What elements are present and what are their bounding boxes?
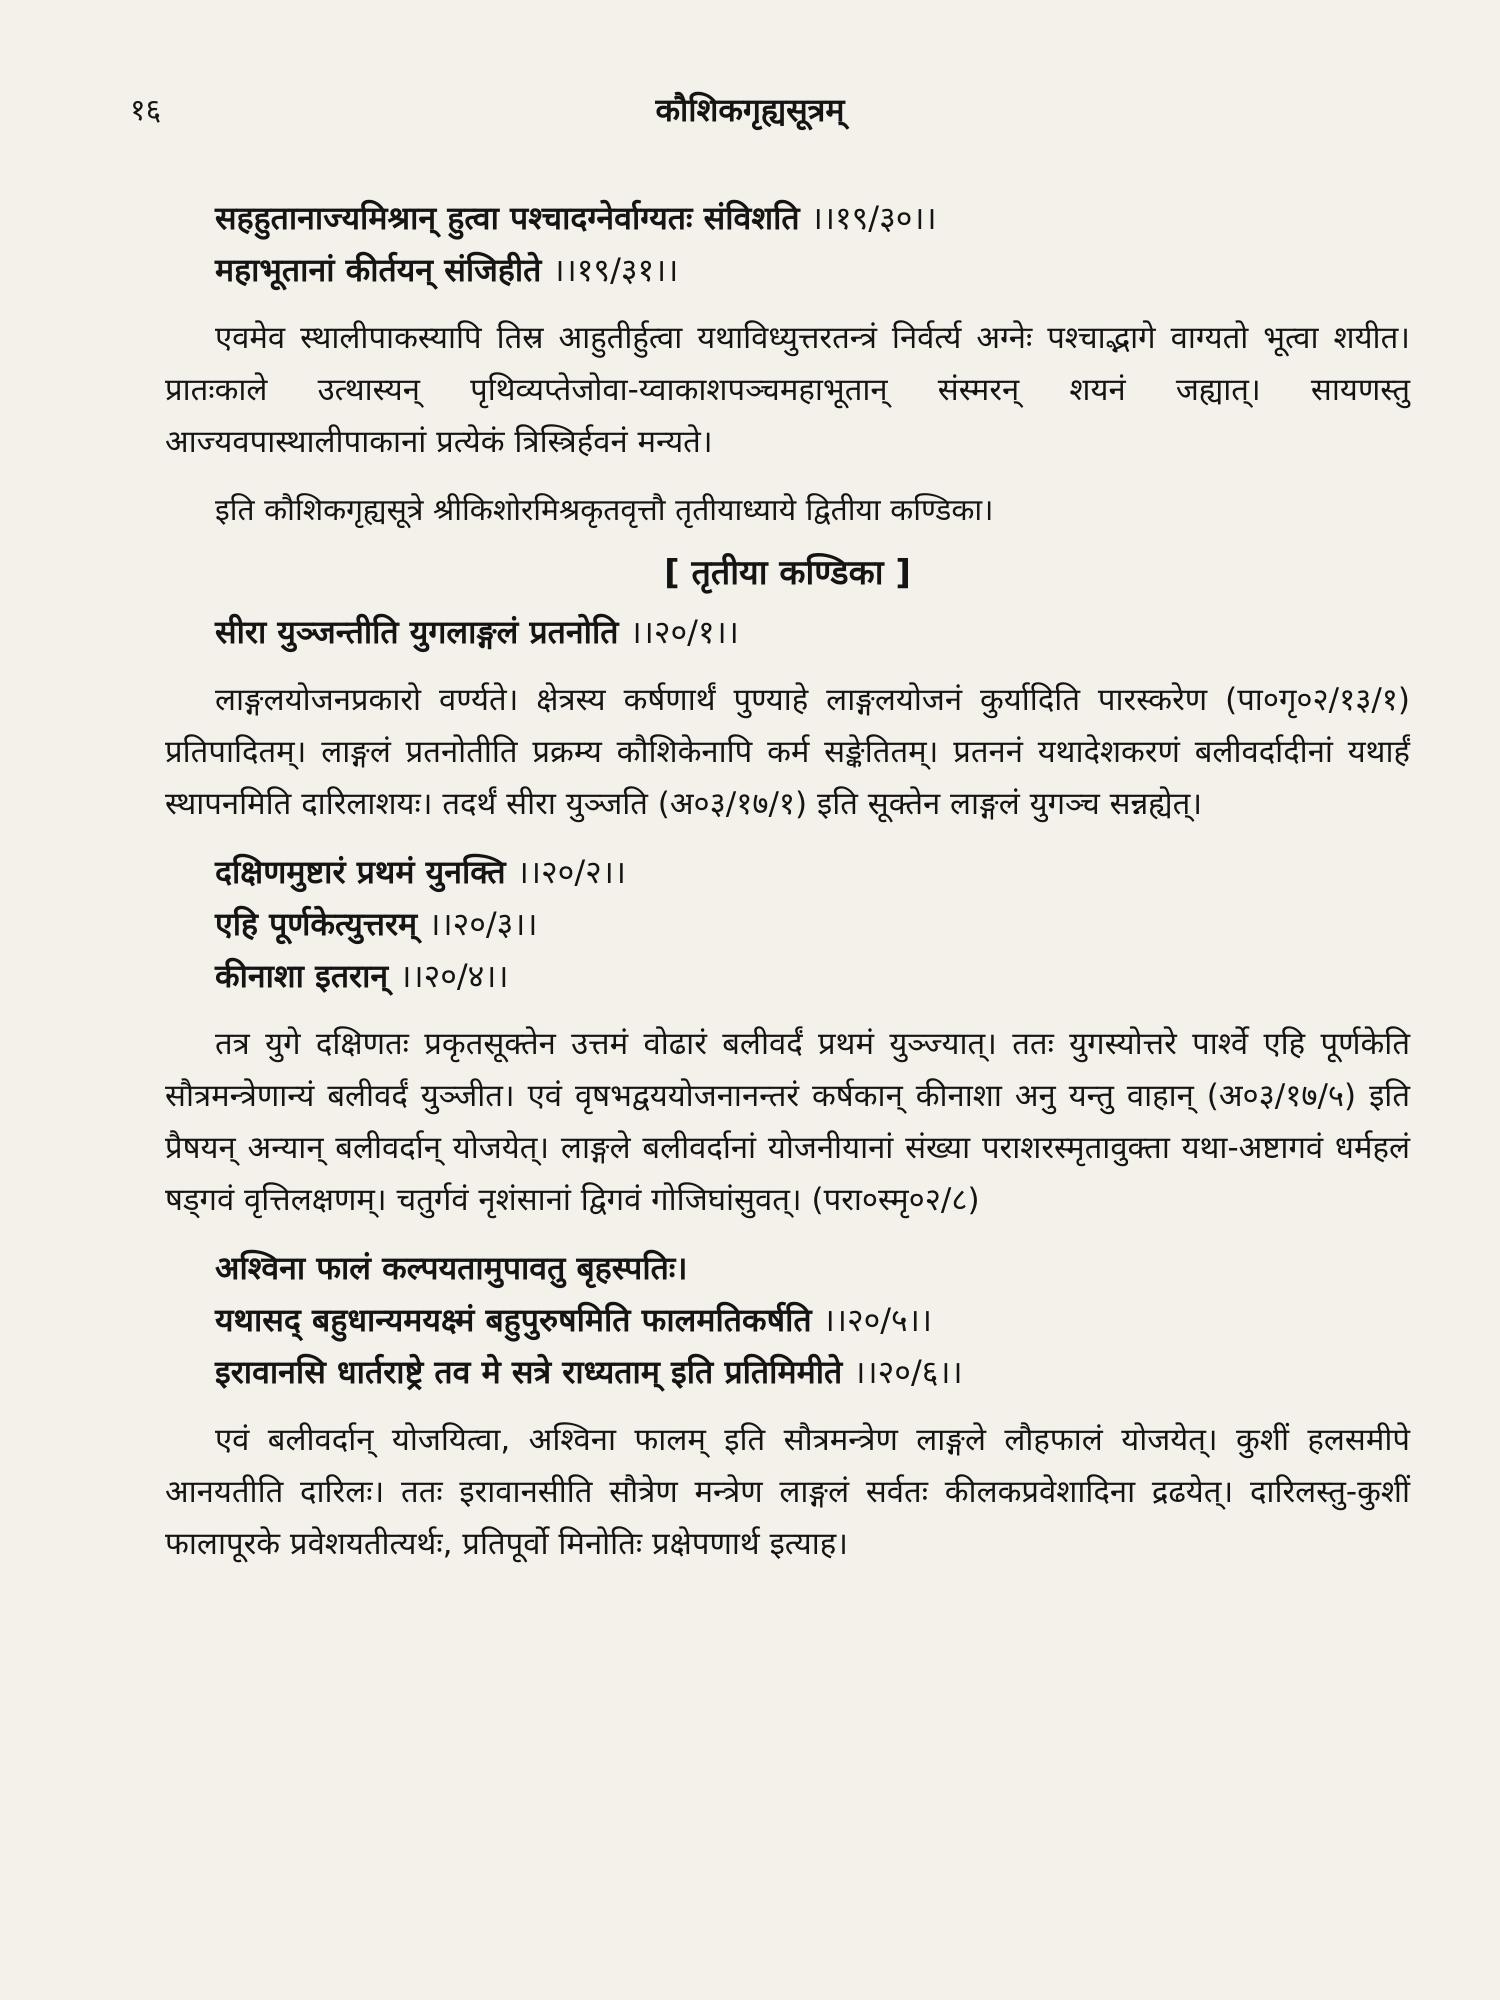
section-heading: [ तृतीया कण्डिका ] bbox=[664, 553, 911, 593]
page-number: १६ bbox=[130, 93, 162, 128]
sutra-group bbox=[165, 192, 1410, 296]
sutra-group bbox=[165, 1242, 1410, 1398]
sutra-line bbox=[165, 950, 1410, 1002]
sutra-number: ।।२०/६।। bbox=[853, 1353, 963, 1391]
sutra-number: ।।२०/१।। bbox=[629, 613, 739, 651]
sutra-line bbox=[165, 846, 1410, 898]
sutra-text: इरावानसि धार्तराष्ट्रे तव मे सत्रे राध्यताम् इति प्रतिमिमीते bbox=[215, 1353, 843, 1391]
sutra-line bbox=[165, 192, 1410, 244]
sutra-line bbox=[165, 606, 1410, 658]
sutra-text: यथासद् बहुधान्यमयक्ष्मं बहुपुरुषमिति फालमतिकर्षति bbox=[215, 1301, 812, 1339]
sutra-number: ।।२०/२।। bbox=[516, 853, 626, 891]
sutra-line bbox=[165, 1294, 1410, 1346]
sutra-number: ।।१९/३०।। bbox=[810, 199, 937, 237]
sutra-text: एहि पूर्णकेत्युत्तरम् bbox=[215, 905, 418, 943]
sutra-text: दक्षिणमुष्टारं प्रथमं युनक्ति bbox=[215, 853, 506, 891]
sutra-text: अश्विना फालं कल्पयतामुपावतु बृहस्पतिः। bbox=[215, 1249, 688, 1287]
sutra-number: ।।२०/५।। bbox=[822, 1301, 932, 1339]
sutra-text: सीरा युञ्जन्तीति युगलाङ्गलं प्रतनोति bbox=[215, 613, 619, 651]
sutra-group bbox=[165, 606, 1410, 658]
sutra-line bbox=[165, 898, 1410, 950]
page-body bbox=[165, 180, 1410, 1586]
sutra-line bbox=[165, 244, 1410, 296]
sutra-text: सहहुतानाज्यमिश्रान् हुत्वा पश्चादग्नेर्वाग्यतः संविशति bbox=[215, 199, 800, 237]
sutra-line bbox=[165, 1242, 1410, 1294]
commentary-paragraph: तत्र युगे दक्षिणतः प्रकृतसूक्तेन उत्तमं वोढारं बलीवर्दं प्रथमं युञ्ज्यात्। ततः युगस्योत्तरे पार्श्वे एहि पूर्णकेति सौत्रमन्त्रेणान्यं बलीवर्दं युञ्जीत। एवं वृषभद्वययोजनानन्तरं कर्षकान् कीनाशा अनु यन्तु वाहान् (अ०३/१७/५) इति प्रैषयन् अन्यान् बलीवर्दान् योजयेत्। लाङ्गले बलीवर्दानां योजनीयानां संख्या पराशरस्मृतावुक्ता यथा-अष्टागवं धर्महलं षड्गवं वृत्तिलक्षणम्। चतुर्गवं नृशंसानां द्विगवं गोजिघांसुवत्। (परा०स्मृ०२/८) bbox=[165, 1026, 1410, 1218]
commentary-paragraph: एवमेव स्थालीपाकस्यापि तिस्र आहुतीर्हुत्वा यथाविध्युत्तरतन्त्रं निर्वर्त्य अग्नेः पश्चाद्भागे वाग्यतो भूत्वा शयीत। प्रातःकाले उत्थास्यन् पृथिव्यप्तेजोवा-य्वाकाशपञ्चमहाभूतान् संस्मरन् शयनं जह्यात्। सायणस्तु आज्यवपास्थालीपाकानां प्रत्येकं त्रिस्त्रिर्हवनं मन्यते। bbox=[165, 320, 1410, 460]
commentary-paragraph: लाङ्गलयोजनप्रकारो वर्ण्यते। क्षेत्रस्य कर्षणार्थं पुण्याहे लाङ्गलयोजनं कुर्यादिति पारस्करेण (पा०गृ०२/१३/१) प्रतिपादितम्। लाङ्गलं प्रतनोतीति प्रक्रम्य कौशिकेनापि कर्म सङ्केतितम्। प्रतननं यथादेशकरणं बलीवर्दादीनां यथार्हं स्थापनमिति दारिलाशयः। तदर्थं सीरा युञ्जति (अ०३/१७/१) इति सूक्तेन लाङ्गलं युगञ्च सन्नह्येत्। bbox=[165, 682, 1410, 822]
sutra-text: महाभूतानां कीर्तयन् संजिहीते bbox=[215, 251, 542, 289]
sutra-text: कीनाशा इतरान् bbox=[215, 957, 389, 995]
sutra-group bbox=[165, 846, 1410, 1002]
sutra-number: ।।२०/४।। bbox=[399, 957, 509, 995]
colophon: इति कौशिकगृह्यसूत्रे श्रीकिशोरमिश्रकृतवृत्तौ तृतीयाध्याये द्वितीया कण्डिका। bbox=[215, 493, 994, 528]
sutra-line bbox=[165, 1346, 1410, 1398]
page-header bbox=[130, 88, 1370, 138]
commentary-paragraph: एवं बलीवर्दान् योजयित्वा, अश्विना फालम् इति सौत्रमन्त्रेण लाङ्गले लौहफालं योजयेत्। कुशीं हलसमीपे आनयतीति दारिलः। ततः इरावानसीति सौत्रेण मन्त्रेण लाङ्गलं सर्वतः कीलकप्रवेशादिना द्रढयेत्। दारिलस्तु-कुशीं फालापूरके प्रवेशयतीत्यर्थः, प्रतिपूर्वो मिनोतिः प्रक्षेपणार्थ इत्याह। bbox=[165, 1422, 1410, 1562]
running-title: कौशिकगृह्यसूत्रम् bbox=[655, 91, 845, 129]
sutra-number: ।।१९/३१।। bbox=[552, 251, 679, 289]
sutra-number: ।।२०/३।। bbox=[428, 905, 538, 943]
